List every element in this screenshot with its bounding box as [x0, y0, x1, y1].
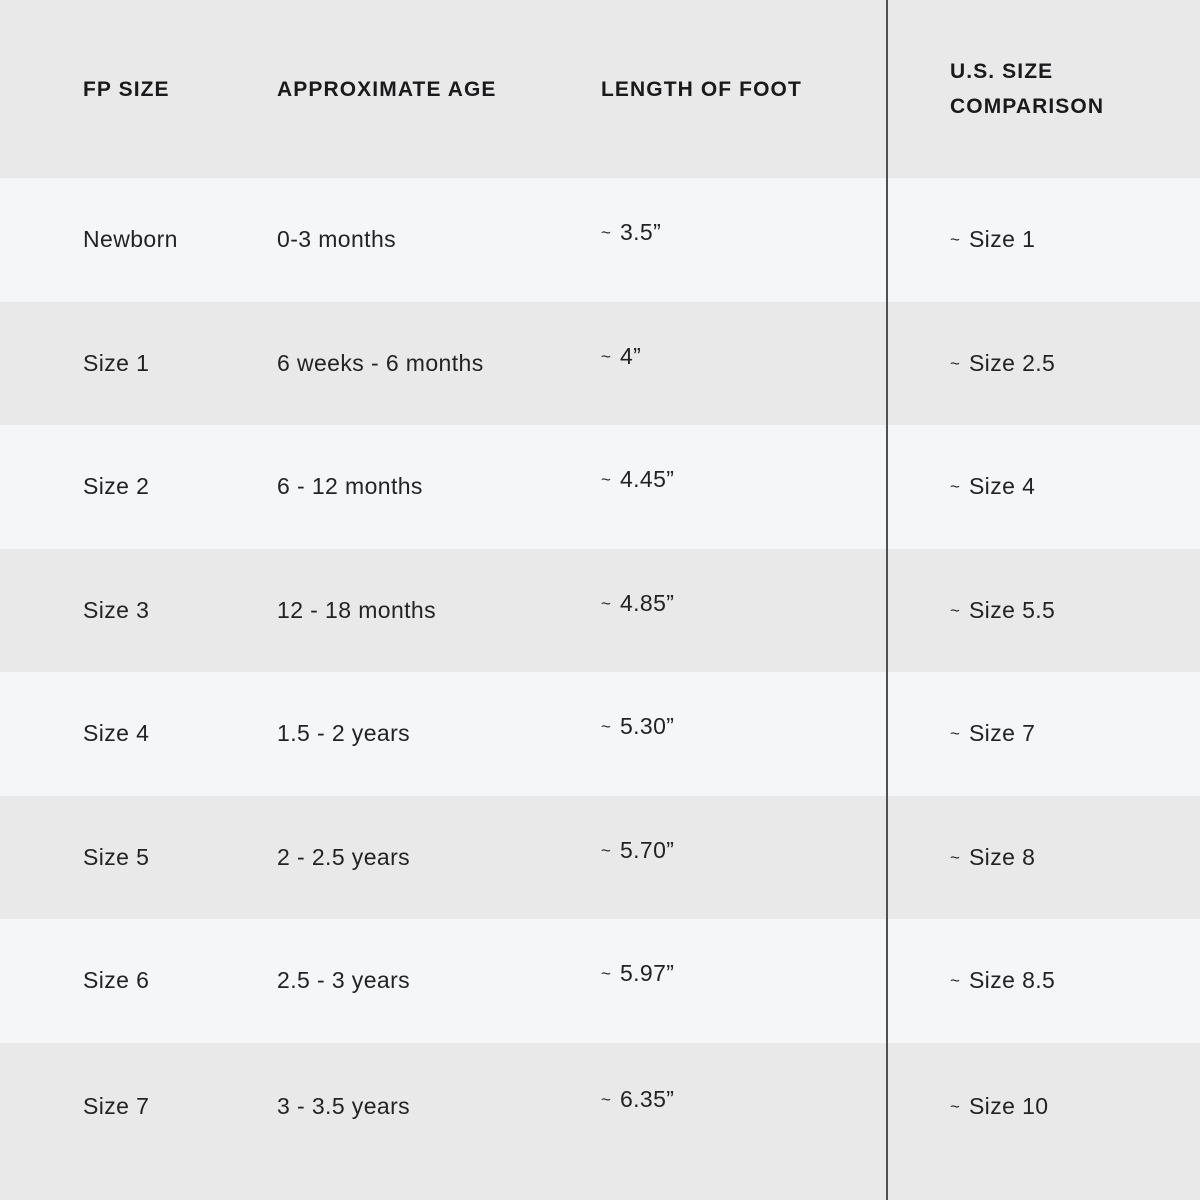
foot-length-cell	[601, 219, 888, 253]
header-approximate-age: APPROXIMATE AGE	[277, 77, 497, 101]
us-size-value: Size 7	[968, 720, 1036, 747]
us-size-value: Size 8	[968, 843, 1036, 870]
approx-symbol: ~	[950, 477, 960, 497]
approx-symbol: ~	[601, 470, 611, 490]
us-size-cell	[888, 720, 1200, 747]
fp-size-cell: Size 4	[83, 720, 150, 747]
approx-symbol: ~	[601, 717, 611, 737]
approx-symbol: ~	[601, 964, 611, 984]
header-fp-size: FP SIZE	[83, 77, 170, 101]
foot-length-cell	[601, 960, 888, 994]
age-cell: 12 - 18 months	[277, 596, 437, 623]
table-header-row	[0, 0, 1200, 178]
age-cell: 2.5 - 3 years	[277, 967, 411, 994]
us-size-cell	[888, 844, 1200, 871]
us-size-cell	[888, 226, 1200, 253]
approx-symbol: ~	[950, 971, 960, 991]
foot-length-cell	[601, 713, 888, 747]
table-row-size-6	[0, 919, 1200, 1043]
table-row-newborn	[0, 178, 1200, 302]
age-cell: 6 - 12 months	[277, 473, 423, 500]
table-row-size-2	[0, 425, 1200, 549]
age-cell: 3 - 3.5 years	[277, 1092, 411, 1119]
foot-length-cell	[601, 1085, 888, 1120]
fp-size-cell: Size 1	[83, 349, 150, 376]
approx-symbol: ~	[950, 724, 960, 744]
us-size-value: Size 10	[968, 1092, 1049, 1119]
approx-symbol: ~	[601, 593, 611, 613]
us-size-cell	[888, 350, 1200, 377]
approx-symbol: ~	[950, 600, 960, 620]
foot-length-cell	[601, 466, 888, 500]
table-row-size-5	[0, 796, 1200, 920]
approx-symbol: ~	[950, 230, 960, 250]
approx-symbol: ~	[601, 346, 611, 366]
approx-symbol: ~	[601, 223, 611, 243]
us-size-cell	[888, 967, 1200, 994]
table-row-size-1	[0, 302, 1200, 426]
fp-size-cell: Size 5	[83, 843, 150, 870]
foot-length-value: 4.45”	[619, 466, 675, 493]
us-size-cell	[888, 1093, 1200, 1120]
approx-symbol: ~	[950, 353, 960, 373]
fp-size-cell: Size 6	[83, 967, 150, 994]
foot-length-value: 4.85”	[619, 589, 675, 616]
age-cell: 0-3 months	[277, 226, 397, 253]
foot-length-value: 6.35”	[619, 1085, 675, 1112]
foot-length-cell	[601, 342, 888, 377]
us-size-value: Size 5.5	[968, 596, 1056, 623]
foot-length-value: 3.5”	[619, 219, 662, 246]
header-us-size-comparison-label: U.S. SIZE COMPARISON	[950, 60, 1105, 118]
approx-symbol: ~	[601, 1089, 611, 1109]
fp-size-cell: Newborn	[83, 226, 178, 253]
approx-symbol: ~	[601, 840, 611, 860]
header-us-size-comparison	[888, 54, 1200, 124]
header-length-of-foot: LENGTH OF FOOT	[601, 77, 802, 101]
fp-size-cell: Size 3	[83, 596, 150, 623]
table-row-size-3	[0, 549, 1200, 673]
us-size-value: Size 2.5	[968, 349, 1056, 376]
table-row-size-4	[0, 672, 1200, 796]
foot-length-value: 5.30”	[619, 713, 675, 740]
foot-length-value: 5.70”	[619, 836, 675, 863]
approx-symbol: ~	[950, 847, 960, 867]
foot-length-value: 4”	[619, 342, 642, 369]
approx-symbol: ~	[950, 1096, 960, 1116]
us-size-cell	[888, 597, 1200, 624]
fp-size-cell: Size 2	[83, 473, 150, 500]
foot-length-cell	[601, 836, 888, 871]
fp-size-cell: Size 7	[83, 1092, 150, 1119]
age-cell: 6 weeks - 6 months	[277, 349, 484, 376]
us-size-value: Size 4	[968, 473, 1036, 500]
table-row-size-7	[0, 1043, 1200, 1200]
us-size-cell	[888, 473, 1200, 500]
us-size-value: Size 1	[968, 226, 1036, 253]
age-cell: 1.5 - 2 years	[277, 720, 411, 747]
foot-length-cell	[601, 589, 888, 624]
column-divider-rule	[886, 0, 888, 1200]
us-size-value: Size 8.5	[968, 967, 1056, 994]
foot-length-value: 5.97”	[619, 960, 675, 987]
age-cell: 2 - 2.5 years	[277, 843, 411, 870]
